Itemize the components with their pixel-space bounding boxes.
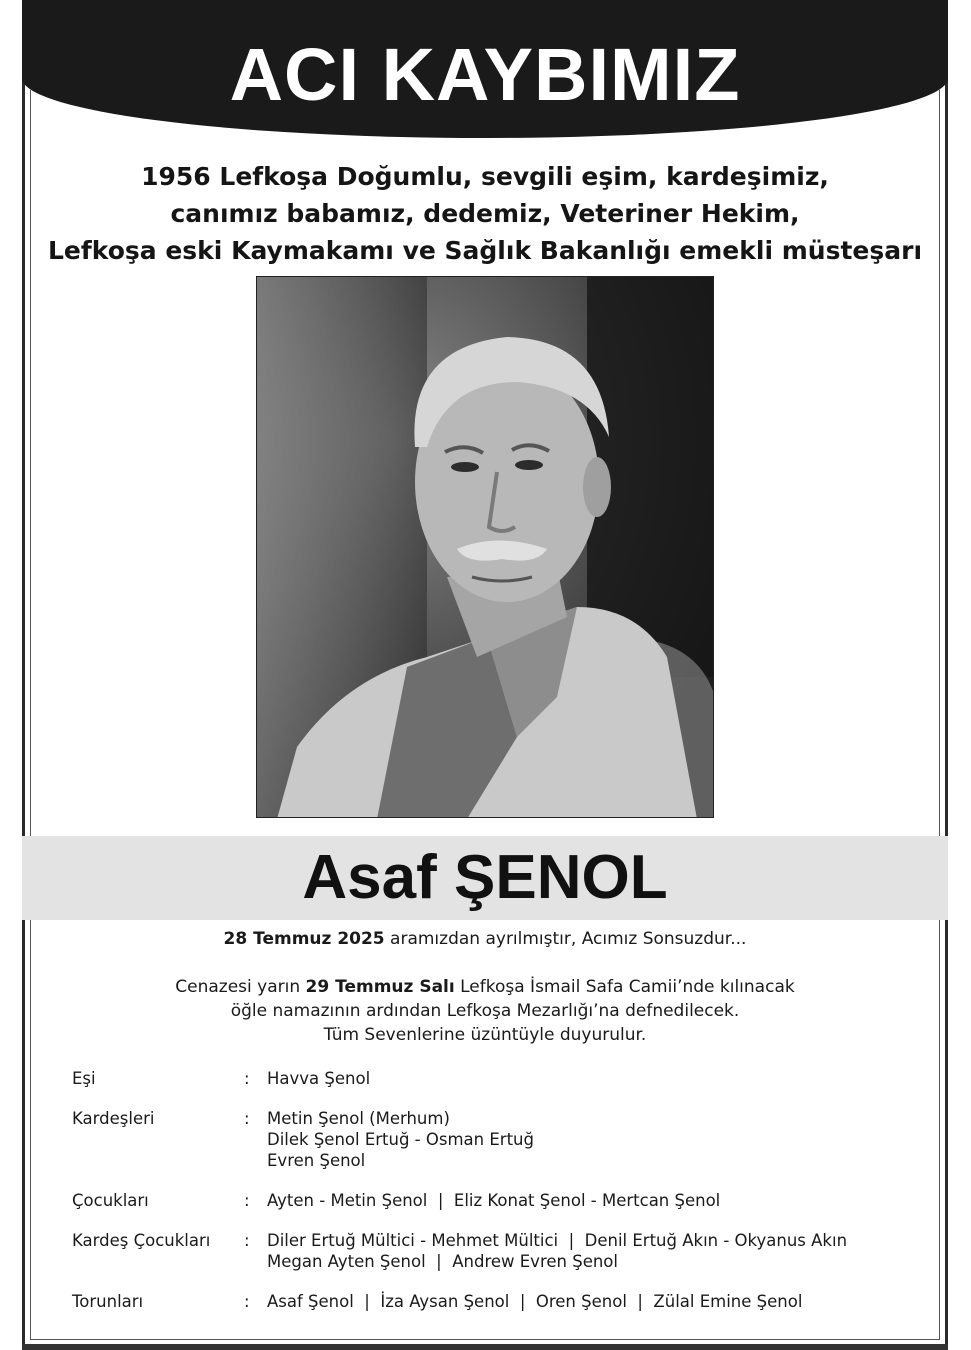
death-date: 28 Temmuz 2025: [223, 929, 385, 949]
family-row-esi: [72, 1068, 932, 1089]
family-value: Evren Şenol: [267, 1151, 366, 1170]
portrait-illustration: [257, 277, 714, 818]
funeral-line: Tüm Sevenlerine üzüntüyle duyurulur.: [323, 1025, 647, 1045]
funeral-line: öğle namazının ardından Lefkoşa Mezarlığı’na defnedilecek.: [230, 1001, 740, 1021]
portrait-photo: [256, 276, 714, 818]
family-values: [267, 1108, 534, 1171]
family-row-cocuklari: [72, 1190, 932, 1211]
intro-text: [30, 158, 940, 269]
family-values: [267, 1230, 847, 1272]
family-colon: :: [244, 1069, 250, 1088]
page-title: ACI KAYBIMIZ: [229, 33, 741, 116]
intro-line: 1956 Lefkoşa Doğumlu, sevgili eşim, kardeşimiz,: [141, 162, 829, 191]
family-list: [72, 1068, 932, 1331]
funeral-post: Lefkoşa İsmail Safa Camii’nde kılınacak: [454, 977, 795, 997]
bottom-rule: [22, 1344, 948, 1350]
intro-line: Lefkoşa eski Kaymakamı ve Sağlık Bakanlığı emekli müsteşarı: [47, 236, 923, 265]
family-label: Kardeşleri: [72, 1109, 155, 1128]
family-values: [267, 1068, 370, 1089]
family-value: Dilek Şenol Ertuğ - Osman Ertuğ: [267, 1130, 534, 1149]
family-value: Ayten - Metin Şenol | Eliz Konat Şenol - Mertcan Şenol: [267, 1191, 721, 1210]
family-colon: :: [244, 1231, 250, 1250]
family-values: [267, 1190, 720, 1211]
family-label: Eşi: [72, 1069, 96, 1088]
family-row-torunlari: [72, 1291, 932, 1312]
funeral-date: 29 Temmuz Salı: [305, 977, 455, 997]
family-values: [267, 1291, 802, 1312]
intro-line: canımız babamız, dedemiz, Veteriner Hekim,: [170, 199, 800, 228]
family-colon: :: [244, 1109, 250, 1128]
family-row-kardesleri: [72, 1108, 932, 1171]
family-colon: :: [244, 1191, 250, 1210]
family-value: Havva Şenol: [267, 1069, 371, 1088]
date-announcement: [30, 927, 940, 951]
funeral-pre: Cenazesi yarın: [175, 977, 306, 997]
family-value: Diler Ertuğ Mültici - Mehmet Mültici | Denil Ertuğ Akın - Okyanus Akın: [267, 1231, 848, 1250]
family-label: Çocukları: [72, 1191, 149, 1210]
funeral-info: [30, 975, 940, 1047]
family-value: Metin Şenol (Merhum): [267, 1109, 450, 1128]
family-label: Torunları: [72, 1292, 144, 1311]
family-colon: :: [244, 1292, 250, 1311]
deceased-name: Asaf ŞENOL: [302, 843, 668, 912]
funeral-line: [30, 975, 940, 999]
family-value: Asaf Şenol | İza Aysan Şenol | Oren Şenol | Zülal Emine Şenol: [267, 1292, 803, 1311]
family-value: Megan Ayten Şenol | Andrew Evren Şenol: [267, 1252, 618, 1271]
family-row-kardes-cocuklari: [72, 1230, 932, 1272]
family-label: Kardeş Çocukları: [72, 1231, 211, 1250]
date-rest: aramızdan ayrılmıştır, Acımız Sonsuzdur...: [384, 929, 747, 949]
